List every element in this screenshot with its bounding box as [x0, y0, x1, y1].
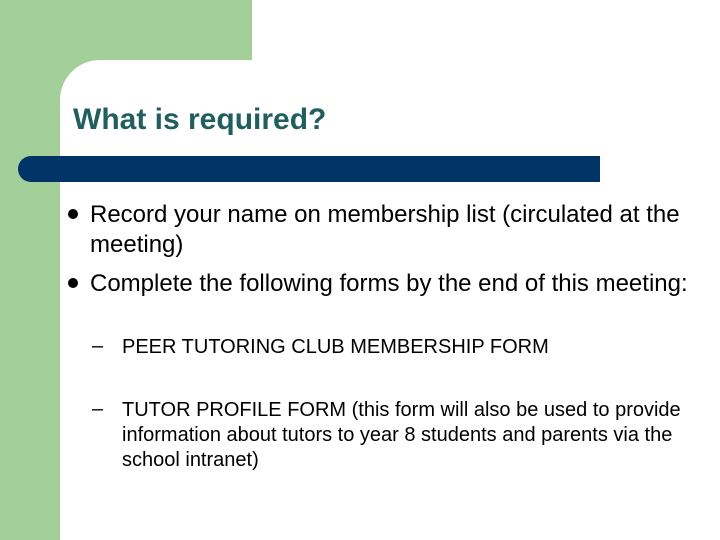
- sub-bullet-dash-1: –: [92, 335, 104, 357]
- sub-bullet-dash-2: –: [92, 398, 104, 420]
- title-underline-bar: [18, 156, 600, 182]
- bullet-item-membership-list: Record your name on membership list (circulated at the meeting): [90, 201, 680, 258]
- sub-bullet-profile-form: TUTOR PROFILE FORM (this form will also be used to provide information about tutors to year 8 students and parents via the school intranet): [122, 399, 681, 471]
- bullet-dot-1: [68, 209, 78, 219]
- bullet-item-complete-forms: Complete the following forms by the end of this meeting:: [90, 270, 688, 297]
- slide-title: What is required?: [73, 103, 327, 136]
- sub-bullet-membership-form: PEER TUTORING CLUB MEMBERSHIP FORM: [122, 336, 549, 358]
- bullet-dot-2: [68, 278, 78, 288]
